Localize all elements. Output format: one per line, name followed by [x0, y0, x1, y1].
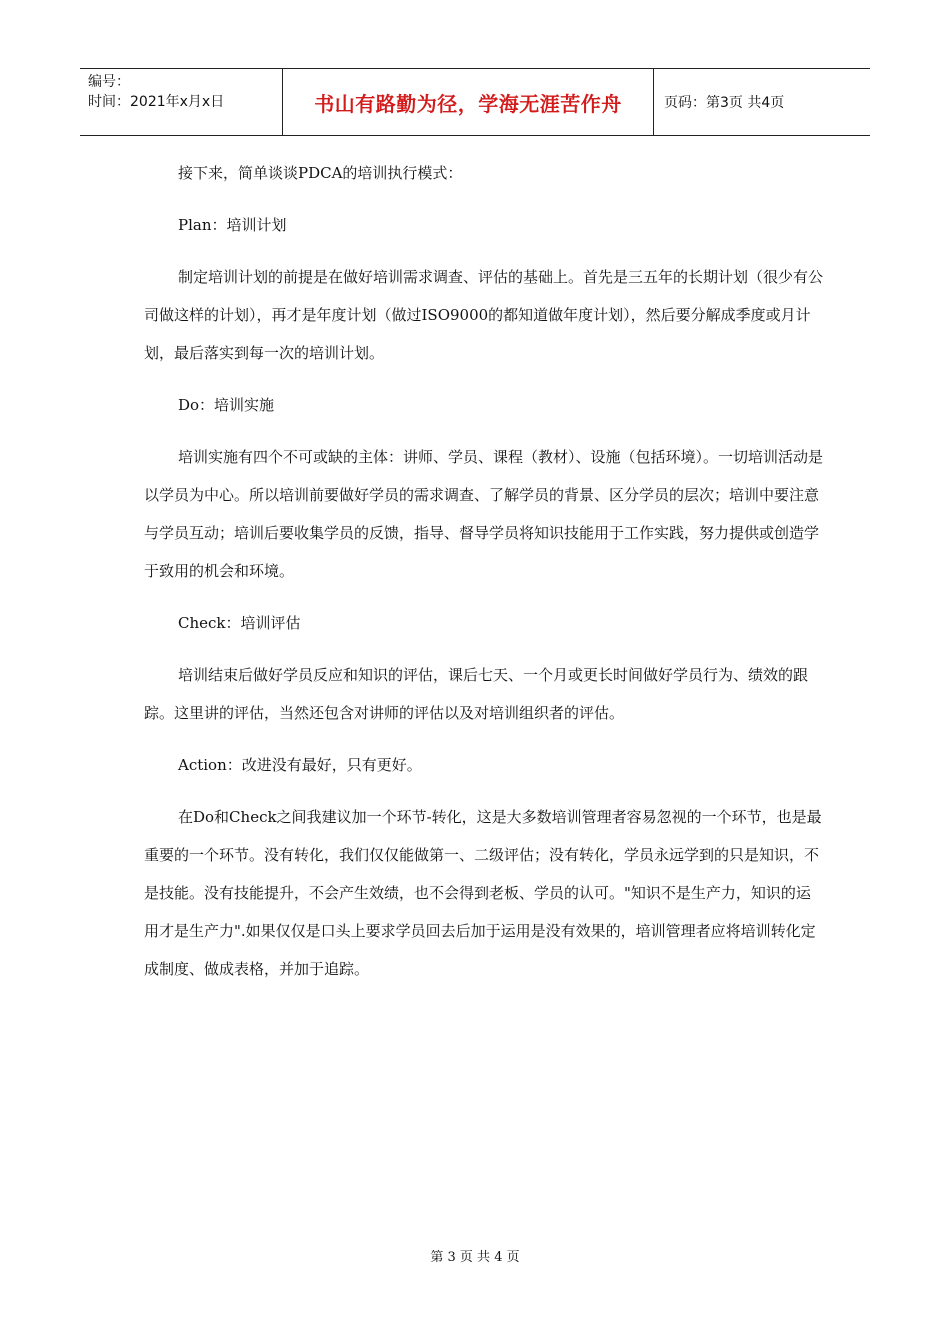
number-label: 编号：	[88, 74, 130, 90]
page-footer: 第 3 页 共 4 页	[430, 1250, 520, 1265]
paragraph-transfer: 在Do和Check之间我建议加一个环节-转化，这是大多数培训管理者容易忽视的一个环节，也是最重要的一个环节。没有转化，我们仅仅能做第一、二级评估；没有转化，学员永远学到的只是知识，不是技能。没有技能提升，不会产生效绩，也不会得到老板、学员的认可。"知识不是生产力，知识的运用才是生产力".如果仅仅是口头上要求学员回去后加于运用是没有效果的，培训管理者应将培训转化定成制度、做成表格，并加于追踪。	[144, 808, 822, 978]
page-header	[80, 68, 870, 136]
paragraph-do: 培训实施有四个不可或缺的主体：讲师、学员、课程（教材）、设施（包括环境）。一切培训活动是以学员为中心。所以培训前要做好学员的需求调查、了解学员的背景、区分学员的层次；培训中要注意与学员互动；培训后要收集学员的反馈，指导、督导学员将知识技能用于工作实践，努力提供或创造学于致用的机会和环境。	[144, 448, 824, 580]
date-label: 时间：2021年x月x日	[88, 94, 225, 110]
header-left-cell	[80, 69, 282, 135]
heading-do: Do：培训实施	[178, 396, 275, 414]
heading-action: Action：改进没有最好，只有更好。	[178, 756, 422, 774]
document-body	[144, 154, 824, 988]
paragraph-intro: 接下来，简单谈谈PDCA的培训执行模式：	[178, 164, 463, 182]
header-page-label: 页码：第3页 共4页	[664, 95, 785, 111]
heading-check: Check：培训评估	[178, 614, 301, 632]
heading-plan: Plan：培训计划	[178, 216, 287, 234]
paragraph-check: 培训结束后做好学员反应和知识的评估，课后七天、一个月或更长时间做好学员行为、绩效的跟踪。这里讲的评估，当然还包含对讲师的评估以及对培训组织者的评估。	[144, 666, 809, 722]
paragraph-plan: 制定培训计划的前提是在做好培训需求调查、评估的基础上。首先是三五年的长期计划（很少有公司做这样的计划），再才是年度计划（做过ISO9000的都知道做年度计划），然后要分解成季度或月计划，最后落实到每一次的培训计划。	[144, 268, 824, 362]
header-motto: 书山有路勤为径，学海无涯苦作舟	[282, 69, 654, 135]
